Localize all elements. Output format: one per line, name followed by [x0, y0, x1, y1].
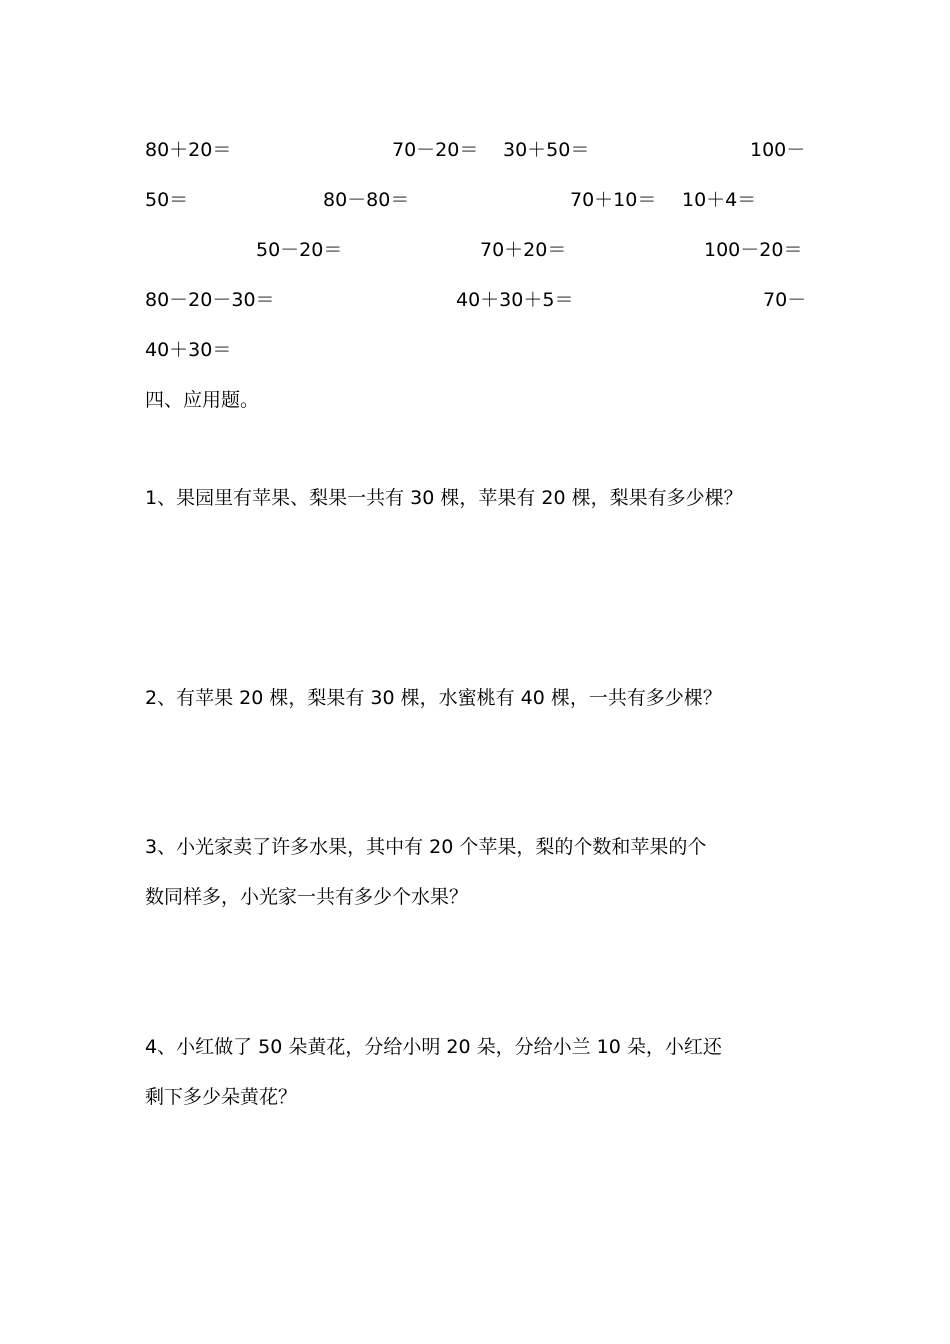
arithmetic-item: 40＋30＝ [145, 339, 232, 361]
problem-line: 剩下多少朵黄花？ [145, 1086, 298, 1108]
arithmetic-item: 30＋50＝ [503, 139, 590, 161]
problem-line: 1、果园里有苹果、梨果一共有 30 棵，苹果有 20 棵，梨果有多少棵？ [145, 487, 743, 509]
arithmetic-item: 80＋20＝ [145, 139, 232, 161]
arithmetic-item: 80－20－30＝ [145, 289, 275, 311]
arithmetic-item: 70＋20＝ [480, 239, 567, 261]
arithmetic-item: 40＋30＋5＝ [456, 289, 574, 311]
arithmetic-item: 10＋4＝ [682, 189, 757, 211]
problem-line: 数同样多，小光家一共有多少个水果？ [145, 886, 469, 908]
arithmetic-item: 50＝ [145, 189, 189, 211]
problem-line: 4、小红做了 50 朵黄花，分给小明 20 朵，分给小兰 10 朵，小红还 [145, 1036, 722, 1058]
problem-line: 3、小光家卖了许多水果，其中有 20 个苹果，梨的个数和苹果的个 [145, 836, 707, 858]
section-heading: 四、应用题。 [145, 389, 260, 411]
arithmetic-item: 100－ [750, 139, 806, 161]
arithmetic-item: 70＋10＝ [570, 189, 657, 211]
arithmetic-item: 100－20＝ [704, 239, 803, 261]
arithmetic-item: 80－80＝ [323, 189, 410, 211]
arithmetic-item: 70－20＝ [392, 139, 479, 161]
arithmetic-item: 50－20＝ [256, 239, 343, 261]
arithmetic-item: 70－ [763, 289, 807, 311]
problem-line: 2、有苹果 20 棵，梨果有 30 棵，水蜜桃有 40 棵，一共有多少棵？ [145, 687, 722, 709]
